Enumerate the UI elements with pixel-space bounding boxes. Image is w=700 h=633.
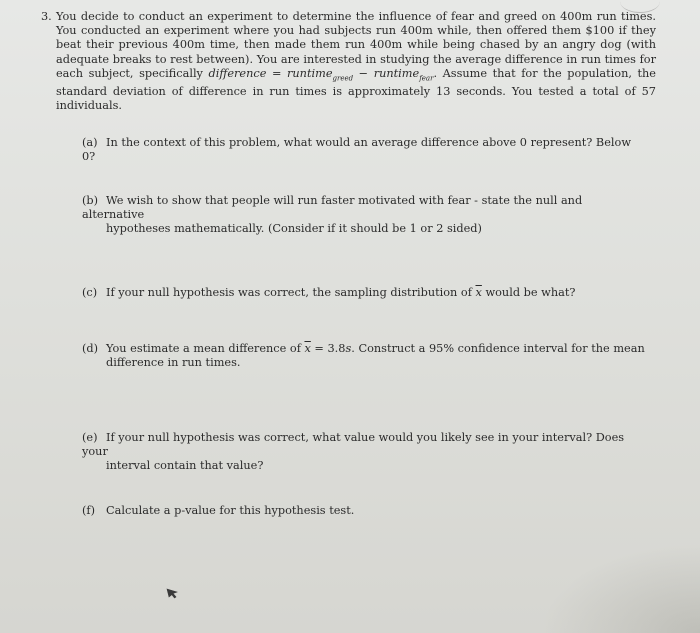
part-a-label: (a) [82,136,98,149]
question-text-part-1: You decide to conduct an experiment to determine the influence of fear and greed on 400m run times. You conducted an experiment where you had subjects run 400m while, then offered them $100 if they beat their previous 400m time, then made them run 400m while being chased by an angry dog (with adequate breaks to rest between). You are interested in studying the average difference in run times for each subject, specifically [56,10,656,80]
part-b [82,194,647,237]
sub-fear: fear [419,74,434,83]
part-d-text-pre: You estimate a mean difference of [106,342,305,355]
part-d-xbar: $\overline{x}$ [304,342,311,355]
part-c [82,286,647,300]
part-c-text-pre: If your null hypothesis was correct, the sampling distribution of [106,286,476,299]
part-e-text-2: interval contain that value? [106,459,264,473]
part-a-text: In the context of this problem, what would an average difference above 0 represent? Below 0? [82,136,631,164]
page-shadow [540,543,700,633]
part-b-text-1: We wish to show that people will run faster motivated with fear - state the null and alternative [82,194,583,222]
math-difference: difference [208,66,267,80]
question-number: 3. [41,10,52,23]
part-d-text-post: . Construct a 95% confidence interval for the mean [351,342,645,355]
math-runtime-fear: runtime [373,66,420,80]
part-a [82,136,647,164]
part-d-label: (d) [82,342,99,355]
part-d-text-2: difference in run times. [106,356,241,370]
part-d-unit: s [345,342,352,355]
part-f-label: (f) [82,504,95,517]
part-e-label: (e) [82,431,98,444]
math-runtime-greed: runtime [287,66,333,80]
math-minus: − [353,66,374,80]
part-e-text-1: If your null hypothesis was correct, what value would you likely see in your interval? Does your [82,431,625,459]
part-b-label: (b) [82,194,99,207]
sub-greed: greed [332,74,354,83]
part-f [82,504,647,518]
part-c-xbar: $\overline{x}$ [475,286,482,299]
question-3 [41,10,656,114]
part-f-text: Calculate a p-value for this hypothesis test. [106,504,355,517]
question-text [56,10,656,114]
part-b-text-2: hypotheses mathematically. (Consider if it should be 1 or 2 sided) [106,222,482,236]
part-d [82,342,647,370]
mouse-cursor-icon [165,586,179,600]
math-equals: = [266,66,287,80]
part-e [82,431,647,474]
part-d-text-eq: = 3.8 [310,342,346,355]
part-c-label: (c) [82,286,98,299]
part-c-text-post: would be what? [481,286,576,299]
question-text-part-2: . Assume that for the population, the standard deviation of difference in run times is approximately 13 seconds. You tested a total of 57 individuals. [56,66,656,113]
